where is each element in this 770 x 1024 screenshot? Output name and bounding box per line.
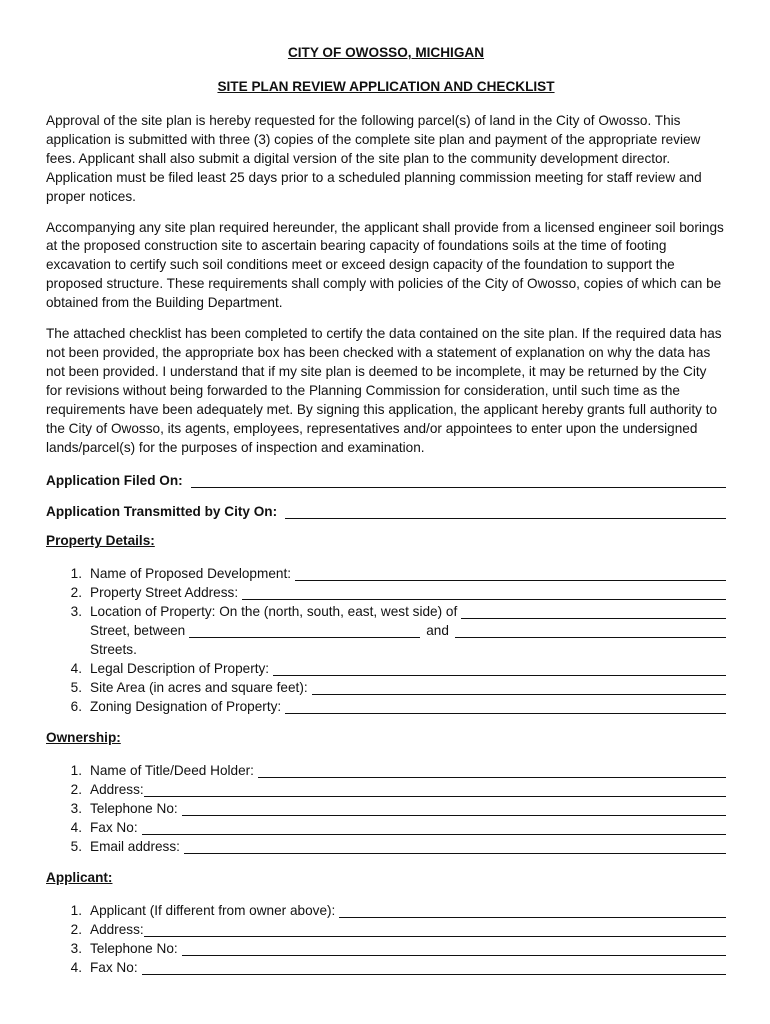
cross-street-1-field[interactable] — [189, 623, 420, 638]
item-number: 2. — [70, 782, 82, 798]
streets-label: Streets. — [90, 642, 137, 658]
item-number: 1. — [70, 566, 82, 582]
list-item — [46, 937, 726, 956]
item-label: Site Area (in acres and square feet): — [90, 680, 308, 696]
intro-paragraph-3: The attached checklist has been completed to certify the data contained on the site plan. If the required data has not been provided, the appropriate box has been checked with a statement of explanation on why the data has not been provided. I understand that if my site plan is deemed to be incomplete, it may be returned by the City for revisions without being forwarded to the Planning Commission for consideration, until such time as the requirements have been adequately met. By signing this application, the applicant hereby grants full authority to the City of Owosso, its agents, employees, representatives and/or appointees to enter upon the undersigned lands/parcel(s) for the purposes of inspection and examination. — [46, 326, 722, 455]
list-item — [46, 899, 726, 918]
item-number: 6. — [70, 699, 82, 715]
city-title: CITY OF OWOSSO, MICHIGAN — [287, 45, 485, 60]
item-label: Location of Property: On the (north, south, east, west side) of — [90, 604, 458, 620]
applicant-heading: Applicant: — [46, 870, 113, 886]
item-label: Telephone No: — [90, 941, 178, 957]
item-number: 2. — [70, 922, 82, 938]
street-between-label: Street, between — [90, 623, 186, 639]
ownership-list — [46, 759, 726, 854]
property-details-heading: Property Details: — [46, 533, 155, 549]
item-number: 3. — [70, 604, 82, 620]
owner-address-field[interactable] — [144, 782, 726, 797]
item-number: 1. — [70, 903, 82, 919]
item-number: 3. — [70, 941, 82, 957]
item-number: 4. — [70, 820, 82, 836]
applicant-list — [46, 899, 726, 975]
application-transmitted-label: Application Transmitted by City On: — [46, 504, 278, 520]
zoning-designation-field[interactable] — [285, 699, 726, 714]
list-item — [46, 835, 726, 854]
item-label: Fax No: — [90, 820, 138, 836]
development-name-field[interactable] — [295, 566, 726, 581]
item-number: 4. — [70, 960, 82, 976]
item-label: Address: — [90, 922, 144, 938]
property-address-field[interactable] — [242, 585, 726, 600]
intro-paragraph-1: Approval of the site plan is hereby requested for the following parcel(s) of land in the City of Owosso. This application is submitted with three (3) copies of the complete site plan and payment of the appropriate review fees. Applicant shall also submit a digital version of the site plan to the community development director. Application must be filed least 25 days prior to a scheduled planning commission meeting for staff review and proper notices. — [46, 113, 702, 204]
list-item — [46, 797, 726, 816]
list-item — [46, 695, 726, 714]
application-transmitted-row — [46, 500, 726, 519]
item-label: Property Street Address: — [90, 585, 239, 601]
applicant-telephone-field[interactable] — [182, 941, 726, 956]
applicant-name-field[interactable] — [339, 903, 726, 918]
property-location-side-field[interactable] — [461, 604, 726, 619]
item-label: Applicant (If different from owner above): — [90, 903, 336, 919]
item-number: 2. — [70, 585, 82, 601]
item-label: Telephone No: — [90, 801, 178, 817]
list-item-continuation — [46, 638, 726, 657]
legal-description-field[interactable] — [273, 661, 726, 676]
item-label: Fax No: — [90, 960, 138, 976]
list-item-continuation — [46, 619, 726, 638]
owner-email-field[interactable] — [184, 839, 726, 854]
list-item — [46, 778, 726, 797]
item-label: Legal Description of Property: — [90, 661, 270, 677]
application-filed-label: Application Filed On: — [46, 473, 183, 489]
site-area-field[interactable] — [312, 680, 726, 695]
item-number: 5. — [70, 839, 82, 855]
deed-holder-name-field[interactable] — [258, 763, 726, 778]
owner-fax-field[interactable] — [142, 820, 726, 835]
application-filed-field[interactable] — [191, 473, 726, 488]
item-label: Name of Proposed Development: — [90, 566, 291, 582]
cross-street-2-field[interactable] — [455, 623, 726, 638]
application-transmitted-field[interactable] — [285, 504, 726, 519]
list-item — [46, 956, 726, 975]
list-item — [46, 562, 726, 581]
item-number: 3. — [70, 801, 82, 817]
application-filed-row — [46, 469, 726, 488]
applicant-address-field[interactable] — [144, 922, 726, 937]
and-label: and — [426, 623, 449, 639]
list-item — [46, 759, 726, 778]
property-details-list — [46, 562, 726, 714]
item-label: Email address: — [90, 839, 180, 855]
item-label: Address: — [90, 782, 144, 798]
applicant-fax-field[interactable] — [142, 960, 726, 975]
item-number: 1. — [70, 763, 82, 779]
list-item — [46, 676, 726, 695]
list-item — [46, 657, 726, 676]
item-label: Zoning Designation of Property: — [90, 699, 282, 715]
application-form — [46, 44, 726, 975]
item-number: 5. — [70, 680, 82, 696]
item-number: 4. — [70, 661, 82, 677]
list-item — [46, 600, 726, 619]
ownership-heading: Ownership: — [46, 730, 121, 746]
form-title: SITE PLAN REVIEW APPLICATION AND CHECKLIST — [217, 79, 555, 94]
intro-paragraph-2: Accompanying any site plan required hereunder, the applicant shall provide from a licensed engineer soil borings at the proposed construction site to ascertain bearing capacity of foundations soils at the time of footing excavation to certify such soil conditions meet or exceed design capacity of the foundation to support the proposed structure. These requirements shall comply with policies of the City of Owosso, copies of which can be obtained from the Building Department. — [46, 219, 724, 311]
list-item — [46, 918, 726, 937]
list-item — [46, 581, 726, 600]
list-item — [46, 816, 726, 835]
owner-telephone-field[interactable] — [182, 801, 726, 816]
item-label: Name of Title/Deed Holder: — [90, 763, 254, 779]
